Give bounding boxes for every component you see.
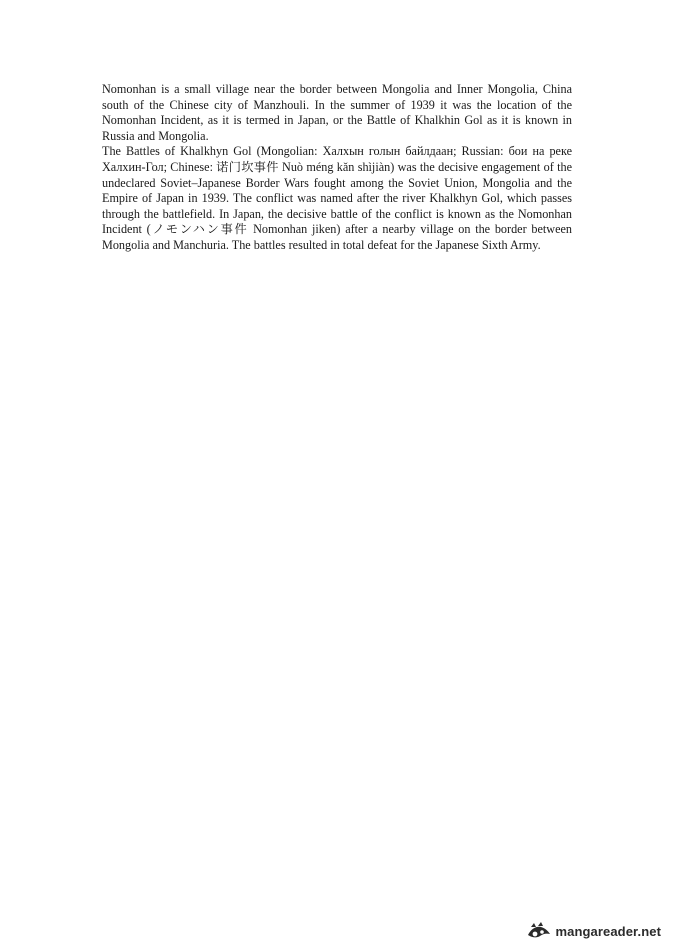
paragraph-battles-of-khalkhyn-gol: The Battles of Khalkhyn Gol (Mongolian: Халхын голын байлдаан; Russian: бои на реке Халхин-Гол; Chinese: 诺门坎事件 Nuò méng kǎn shìjiàn) was the decisive engagement of the undeclared Soviet–Japanese Border Wars fought among the Soviet Union, Mongolia and the Empire of Japan in 1939. The conflict was named after the river Khalkhyn Gol, which passes through the battlefield. In Japan, the decisive battle of the conflict is known as the Nomonhan Incident (ノモンハン事件 Nomonhan jiken) after a nearby village on the border between Mongolia and Manchuria. The battles resulted in total defeat for the Japanese Sixth Army. [102,144,572,252]
site-watermark [526,922,661,940]
article-text [102,82,572,254]
paragraph-nomonhan-village: Nomonhan is a small village near the border between Mongolia and Inner Mongolia, China south of the Chinese city of Manzhouli. In the summer of 1939 it was the location of the Nomonhan Incident, as it is termed in Japan, or the Battle of Khalkhin Gol as it is known in Russia and Mongolia. [102,82,572,143]
mangareader-logo-icon [526,922,552,940]
watermark-text: mangareader.net [555,923,661,939]
